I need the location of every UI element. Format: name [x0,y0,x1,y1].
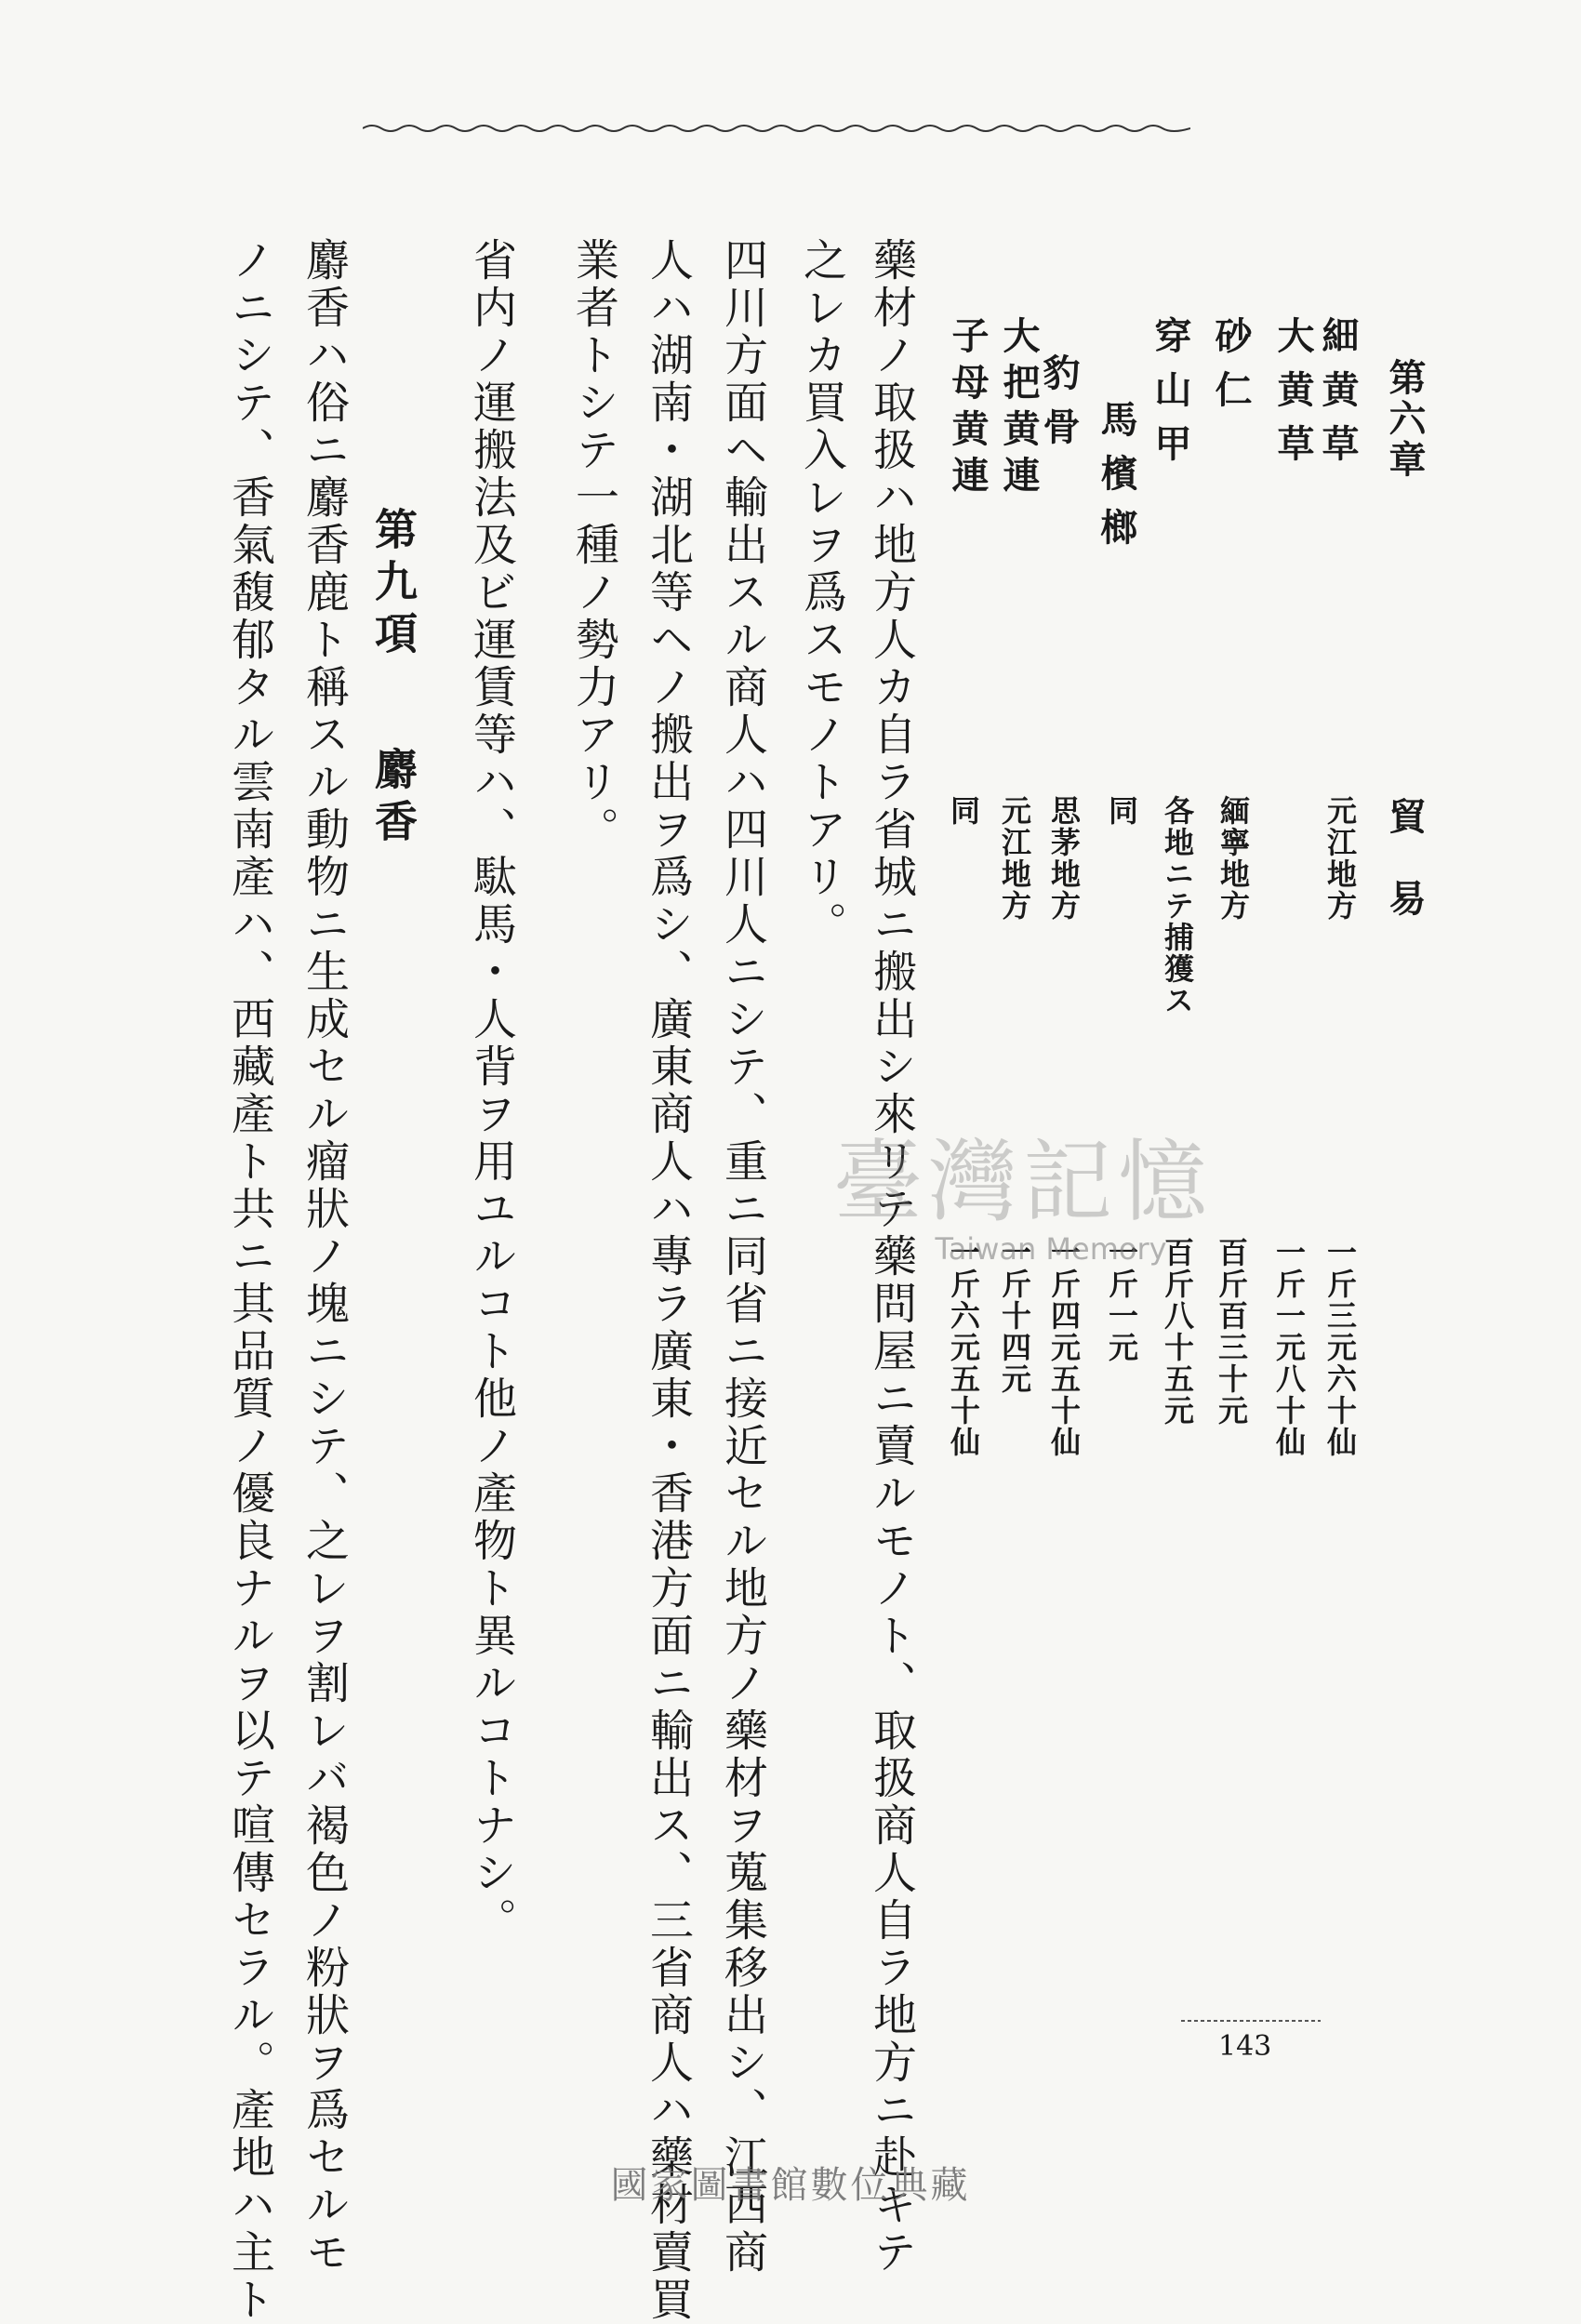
drug-name: 大把黄連 [997,316,1041,502]
drug-price: 一斤一元八十仙 [1271,1237,1307,1458]
chapter-header [1383,358,1427,920]
body-line: 人ハ湖南・湖北等ヘノ搬出ヲ爲シ、廣東商人ハ專ラ廣東・香港方面ニ輸出ス、三省商人ハ藥材賣買 [643,237,694,2324]
drug-price: 一斤三元六十仙 [1322,1237,1358,1458]
drug-name: 穿山甲 [1149,316,1192,478]
drug-price: 百斤八十五元 [1160,1237,1195,1427]
drug-name: 大黄草 [1271,316,1315,478]
drug-name: 豹骨 [1037,353,1081,461]
page-number: 143 [1218,2030,1272,2063]
body-line: 藥材ノ取扱ハ地方人カ自ラ省城ニ搬出シ來リテ藥問屋ニ賣ルモノト、取扱商人自ラ地方ニ赴キテ [866,237,917,2277]
watermark-zh: 臺灣記憶 [833,1130,1213,1234]
drug-name: 砂仁 [1209,316,1253,424]
drug-price: 一斤十四元 [997,1237,1032,1395]
drug-region: 各地ニテ捕獲ス [1160,795,1195,1016]
drug-price: 百斤百三十元 [1214,1237,1249,1427]
section-title: 麝香 [368,747,418,851]
section-body-line: 麝香ハ俗ニ麝香鹿ト稱スル動物ニ生成セル瘤狀ノ塊ニシテ、之レヲ割レバ褐色ノ粉狀ヲ爲セルモ [299,237,350,2277]
chapter-title: 貿 易 [1383,797,1427,920]
section-body-line: ノニシテ、香氣馥郁タル雲南產ハ、西藏產ト共ニ其品質ノ優良ナルヲ以テ喧傳セラル。產地ハ主ト [224,237,275,2324]
drug-region: 同 [946,795,981,827]
page-number-rule [1181,2018,1321,2024]
drug-name: 子母黄連 [946,316,990,502]
section-number: 第九項 [368,507,418,663]
drug-region: 緬寧地方 [1216,795,1251,922]
drug-price: 一斤四元五十仙 [1046,1237,1082,1458]
drug-region: 同 [1104,795,1139,827]
drug-price: 一斤六元五十仙 [946,1237,981,1458]
drug-name: 細黄草 [1316,316,1360,478]
watermark-logo [790,1111,1256,1267]
chapter-number: 第六章 [1383,358,1427,481]
body-line: 省内ノ運搬法及ビ運賃等ハ、駄馬・人背ヲ用ユルコト他ノ產物ト異ルコトナシ。 [466,237,517,1945]
body-line: 之レカ買入レヲ爲スモノトアリ。 [796,237,847,949]
watermark-en: Taiwan Memory [935,1231,1167,1267]
drug-region: 元江地方 [1322,795,1358,922]
drug-name: 馬檳榔 [1095,400,1138,562]
drug-price: 一斤一元 [1104,1237,1139,1363]
drug-region: 思茅地方 [1046,795,1082,922]
body-line: 業者トシテ一種ノ勢力アリ。 [568,237,619,854]
section-heading [368,507,418,851]
archive-footer: 國家圖書館數位典藏 [610,2164,971,2207]
body-line: 四川方面ヘ輸出スル商人ハ四川人ニシテ、重ニ同省ニ接近セル地方ノ藥材ヲ蒐集移出シ、江西商 [717,237,768,2277]
top-wavy-rule [363,119,1190,138]
drug-region: 元江地方 [997,795,1032,922]
